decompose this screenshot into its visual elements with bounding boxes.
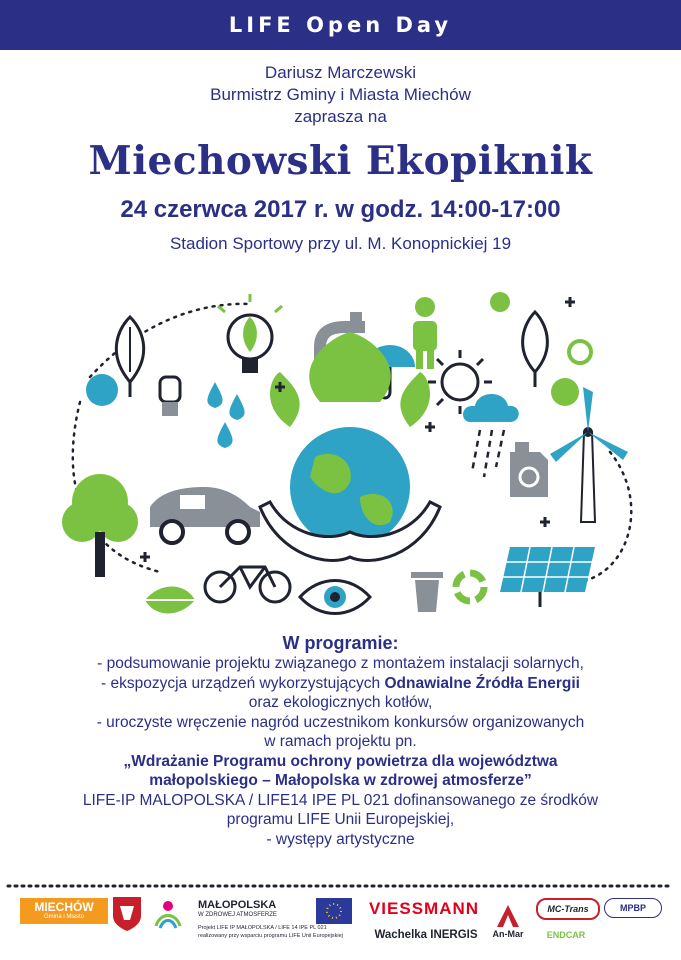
program-line-9: programu LIFE Unii Europejskiej, (226, 811, 455, 828)
fuel-can-icon (510, 442, 548, 497)
miechow-logo-sub: Gmina i Miasto (43, 914, 84, 920)
energy-saving-bulb-icon (160, 377, 180, 416)
program-line-2 (10, 674, 671, 694)
viessmann-logo (366, 898, 482, 920)
anmar-logo (488, 896, 528, 946)
event-location: Stadion Sportowy przy ul. M. Konopnickiej 19 (169, 234, 512, 253)
wind-turbine-icon (550, 387, 628, 522)
mctrans-logo-text: MC-Trans (547, 904, 589, 914)
invite-line-1: Dariusz Marczewski (264, 63, 417, 82)
leaf-outline-icon (145, 587, 195, 614)
water-drops-icon (207, 382, 244, 448)
banner-title: LIFE Open Day (228, 13, 453, 37)
program-line-4: - uroczyste wręczenie nagród uczestnikom konkursów organizowanych (96, 713, 585, 731)
logos-dotted-divider (0, 884, 681, 888)
program-line-7: małopolskiego – Małopolska w zdrowej atmosferze” (149, 772, 532, 789)
program-line-10: - występy artystyczne (266, 830, 415, 848)
solar-panel-icon (500, 547, 595, 607)
person-icon (413, 297, 437, 369)
program-line-2-bold: Odnawialne Źródła Energii (384, 674, 580, 692)
sun-flower-decoration (490, 292, 510, 312)
malopolska-logo-text: MAŁOPOLSKA (198, 899, 277, 911)
wachelka-logo (368, 926, 484, 944)
program-heading: W programie: (282, 633, 399, 653)
program-line-2-text: - ekspozycja urządzeń wykorzystujących (101, 674, 385, 692)
malopolska-logo-sub: W ZDROWEJ ATMOSFERZE (198, 912, 277, 918)
electric-car-icon (150, 487, 260, 543)
recycle-icon (456, 573, 484, 601)
tree-icon (62, 474, 138, 577)
program-line-5: w ramach projektu pn. (264, 733, 417, 750)
program-line-6: „Wdrażanie Programu ochrony powietrza dla województwa (123, 752, 558, 770)
wachelka-logo-text: Wachelka INERGIS (374, 929, 478, 941)
program-line-3: oraz ekologicznych kotłów, (248, 694, 433, 711)
malopolska-logo (198, 898, 310, 920)
leaf-right-icon (523, 312, 548, 387)
life-miechow-logo (150, 898, 186, 932)
eu-life-logo (316, 898, 352, 924)
event-title: Miechowski Ekopiknik (88, 138, 593, 184)
viessmann-logo-text: VIESSMANN (368, 899, 480, 918)
mpbp-logo (604, 898, 662, 918)
endcar-logo (538, 928, 594, 942)
top-banner (0, 0, 681, 50)
program-line-1: - podsumowanie projektu związanego z montażem instalacji solarnych, (97, 655, 584, 672)
event-date-time: 24 czerwca 2017 r. w godz. 14:00-17:00 (120, 196, 561, 223)
miechow-logo (20, 898, 108, 924)
eco-illustration (20, 282, 660, 622)
coat-of-arms-logo (112, 896, 142, 932)
endcar-logo-text: ENDCAR (546, 930, 586, 940)
dotted-arc-top (90, 304, 250, 377)
lightbulb-icon (218, 294, 282, 373)
program-section (10, 632, 671, 849)
leaf-icon (116, 317, 143, 397)
malopolska-note (198, 924, 363, 940)
mpbp-logo-text: MPBP (619, 903, 646, 913)
sponsor-logos (0, 884, 681, 960)
ring-decoration (569, 341, 591, 363)
flower-decoration-right (551, 378, 579, 406)
trash-bin-icon (411, 572, 443, 612)
flower-decoration (86, 374, 118, 406)
bicycle-icon (205, 567, 290, 602)
miechow-logo-text: MIECHÓW (34, 900, 94, 914)
mctrans-logo (536, 898, 600, 920)
invite-line-3: zaprasza na (294, 107, 387, 126)
anmar-logo-text: An-Mar (492, 929, 524, 939)
malopolska-note-2: realizowany przy wsparciu programu LIFE Unii Europejskiej (198, 933, 343, 939)
sun-cloud-icon (428, 350, 519, 477)
malopolska-note-1: Projekt LIFE IP MAŁOPOLSKA / LIFE 14 IPE PL 021 (198, 925, 327, 931)
header (0, 62, 681, 254)
invite-line-2: Burmistrz Gminy i Miasta Miechów (210, 85, 471, 104)
program-line-8: LIFE-IP MALOPOLSKA / LIFE14 IPE PL 021 dofinansowanego ze środków (82, 791, 599, 809)
eye-icon (300, 581, 370, 614)
